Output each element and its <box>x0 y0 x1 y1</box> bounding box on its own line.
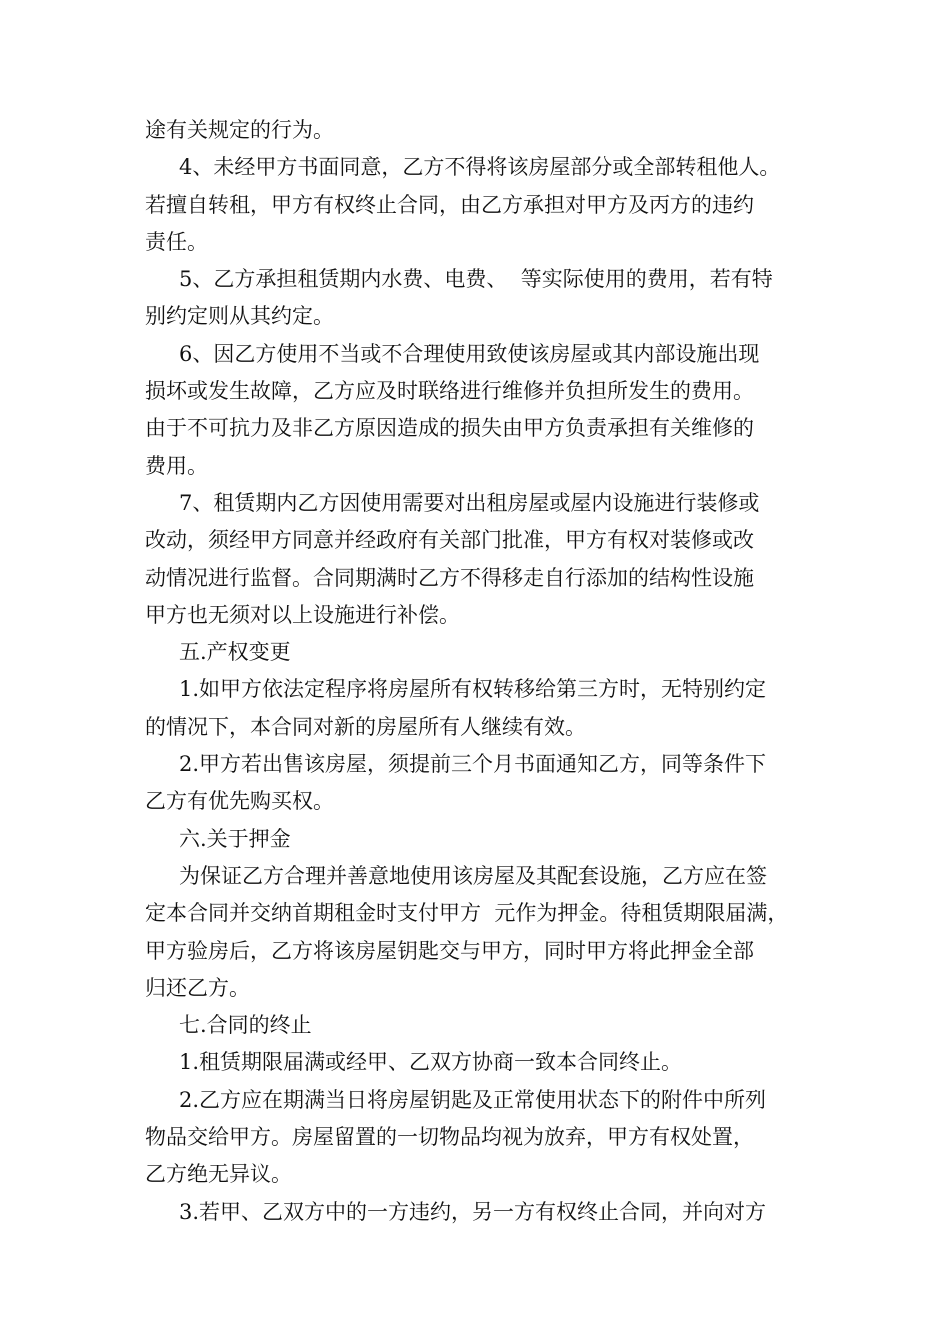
text-line: 若擅自转租，甲方有权终止合同，由乙方承担对甲方及丙方的违约 <box>145 192 754 217</box>
text-line: 5、乙方承担租赁期内水费、电费、 等实际使用的费用，若有特 <box>179 267 773 292</box>
text-line: 4、未经甲方书面同意，乙方不得将该房屋部分或全部转租他人。 <box>179 155 781 180</box>
text-line: 改动，须经甲方同意并经政府有关部门批准，甲方有权对装修或改 <box>145 528 754 553</box>
text-line: 损坏或发生故障，乙方应及时联络进行维修并负担所发生的费用。 <box>145 379 754 404</box>
text-line: 甲方验房后，乙方将该房屋钥匙交与甲方，同时甲方将此押金全部 <box>145 938 754 963</box>
text-line: 乙方绝无异议。 <box>145 1162 292 1187</box>
text-line: 乙方有优先购买权。 <box>145 789 334 814</box>
section-heading: 六.关于押金 <box>179 826 291 851</box>
text-line: 定本合同并交纳首期租金时支付甲方 元作为押金。待租赁期限届满， <box>145 901 789 926</box>
text-line: 途有关规定的行为。 <box>145 118 334 142</box>
section-heading: 五.产权变更 <box>179 640 291 665</box>
text-line: 2.甲方若出售该房屋，须提前三个月书面通知乙方，同等条件下 <box>179 752 767 777</box>
text-line: 别约定则从其约定。 <box>145 304 334 329</box>
text-line: 物品交给甲方。房屋留置的一切物品均视为放弃，甲方有权处置， <box>145 1125 754 1150</box>
text-line: 由于不可抗力及非乙方原因造成的损失由甲方负责承担有关维修的 <box>145 416 754 441</box>
text-line: 为保证乙方合理并善意地使用该房屋及其配套设施，乙方应在签 <box>179 863 767 888</box>
section-heading: 七.合同的终止 <box>179 1013 312 1038</box>
text-line: 甲方也无须对以上设施进行补偿。 <box>145 602 460 627</box>
text-line: 1.如甲方依法定程序将房屋所有权转移给第三方时，无特别约定 <box>179 677 767 702</box>
contract-text <box>145 112 810 1231</box>
text-line: 归还乙方。 <box>145 975 250 1000</box>
text-line: 6、因乙方使用不当或不合理使用致使该房屋或其内部设施出现 <box>179 341 760 366</box>
text-line: 动情况进行监督。合同期满时乙方不得移走自行添加的结构性设施 <box>145 565 754 590</box>
text-line: 费用。 <box>145 453 208 478</box>
text-line: 责任。 <box>145 229 208 254</box>
text-line: 1.租赁期限届满或经甲、乙双方协商一致本合同终止。 <box>179 1050 683 1075</box>
text-line: 的情况下，本合同对新的房屋所有人继续有效。 <box>145 714 586 739</box>
text-line: 3.若甲、乙双方中的一方违约，另一方有权终止合同，并向对方 <box>179 1199 767 1224</box>
text-line: 7、租赁期内乙方因使用需要对出租房屋或屋内设施进行装修或 <box>179 490 760 515</box>
text-line: 2.乙方应在期满当日将房屋钥匙及正常使用状态下的附件中所列 <box>179 1087 767 1112</box>
